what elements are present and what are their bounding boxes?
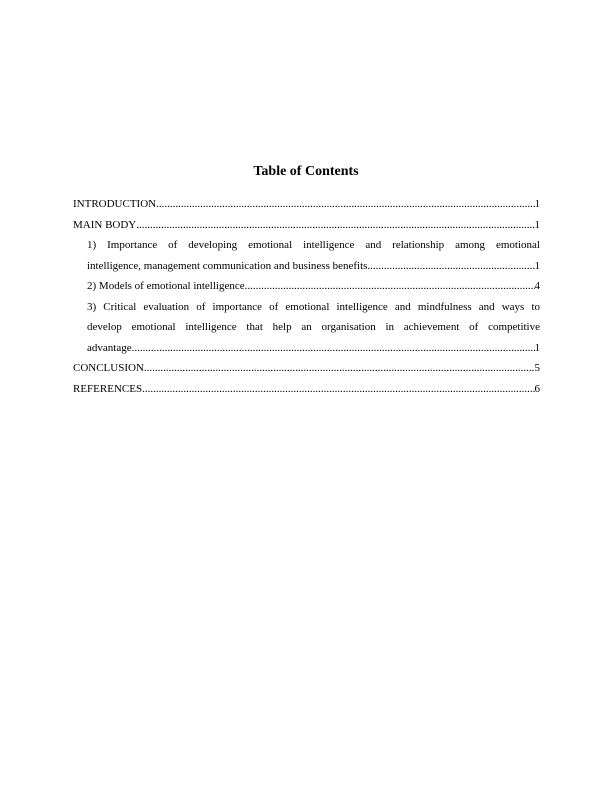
toc-entry-label: CONCLUSION xyxy=(73,362,144,374)
toc-entry-label-line: advantage xyxy=(87,341,132,354)
toc-page-number: 5 xyxy=(534,362,540,374)
toc-entry-main-body[interactable] xyxy=(73,215,540,236)
dot-leader xyxy=(132,338,535,359)
toc-entry-label: REFERENCES xyxy=(73,382,143,395)
toc-entry-label: INTRODUCTION xyxy=(73,198,157,210)
toc-entry-label: MAIN BODY xyxy=(73,218,137,231)
toc-entry-label-line: develop emotional intelligence that help an organisation in achievement of competitive xyxy=(87,321,540,333)
table-of-contents xyxy=(73,194,540,399)
toc-title: Table of Contents xyxy=(253,164,359,179)
toc-entry-label-line: 3) Critical evaluation of importance of emotional intelligence and mindfulness and ways to xyxy=(87,300,540,313)
dot-leader xyxy=(367,256,534,277)
toc-page-number: 1 xyxy=(534,259,540,272)
dot-leader xyxy=(142,379,534,400)
toc-entry-label-line: 1) Importance of developing emotional intelligence and relationship among emotional xyxy=(87,239,540,251)
toc-entry-critical-evaluation[interactable] xyxy=(73,297,540,359)
toc-page-number: 1 xyxy=(534,198,540,210)
dot-leader xyxy=(245,276,535,297)
toc-entry-label-line: intelligence, management communication and business benefits xyxy=(87,259,368,272)
toc-entry-label: 2) Models of emotional intelligence xyxy=(87,280,245,292)
toc-entry-models-of-ei[interactable] xyxy=(73,276,540,297)
dot-leader xyxy=(156,194,534,215)
toc-entry-conclusion[interactable] xyxy=(73,358,540,379)
dot-leader xyxy=(144,358,535,379)
toc-page-number: 4 xyxy=(534,280,540,292)
toc-entry-introduction[interactable] xyxy=(73,194,540,215)
toc-entry-importance-of-ei[interactable] xyxy=(73,235,540,276)
toc-page-number: 6 xyxy=(534,382,540,395)
toc-page-number: 1 xyxy=(534,218,540,231)
dot-leader xyxy=(136,215,534,236)
toc-page-number: 1 xyxy=(534,341,540,354)
toc-entry-references[interactable] xyxy=(73,379,540,400)
